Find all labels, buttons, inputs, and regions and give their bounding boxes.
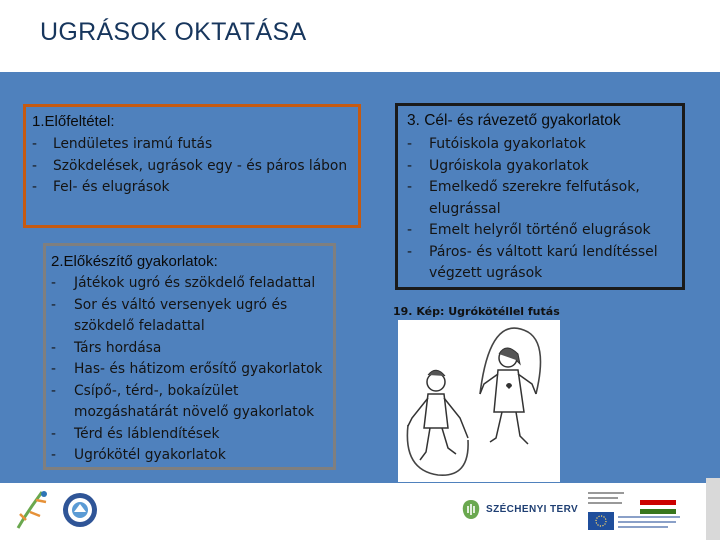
szechenyi-plan-label: SZÉCHENYI TERV [486, 504, 579, 515]
list-item: - Társ hordása [51, 338, 325, 360]
preparatory-box [43, 243, 336, 470]
prerequisite-heading: 1.Előfeltétel: [32, 113, 115, 130]
title-bar [0, 0, 720, 72]
list-item: - Játékok ugró és szökdelő feladattal [51, 273, 325, 295]
list-item: - Csípő-, térd-, bokaízület mozgáshatárát növelő gyakorlatok [51, 381, 325, 424]
image-caption: 19. Kép: Ugrókötéllel futás [393, 305, 560, 318]
children-jump-rope-icon [398, 320, 560, 482]
preparatory-heading: 2.Előkészítő gyakorlatok: [51, 253, 218, 270]
footer-edge-shadow-icon [706, 478, 720, 540]
list-item: - Fel- és elugrások [32, 177, 350, 199]
prerequisite-list [32, 134, 350, 199]
list-item: - Futóiskola gyakorlatok [407, 134, 674, 156]
runner-logo-icon [14, 488, 54, 532]
target-exercises-box [395, 103, 685, 290]
list-item: - Ugróiskola gyakorlatok [407, 156, 674, 178]
list-item: - Emelkedő szerekre felfutások, elugrással [407, 177, 674, 220]
preparatory-list [51, 273, 325, 467]
jump-rope-illustration [398, 320, 560, 482]
hungarian-flag-icon [640, 500, 676, 514]
list-item: - Páros- és váltott karú lendítéssel végzett ugrások [407, 242, 674, 285]
university-seal-icon [62, 492, 98, 528]
list-item: - Ugrókötél gyakorlatok [51, 445, 325, 467]
eu-fund-text-graphic-icon [618, 515, 682, 529]
list-item: - Lendületes iramú futás [32, 134, 350, 156]
target-exercises-heading: 3. Cél- és rávezető gyakorlatok [407, 112, 621, 129]
target-exercises-list [407, 134, 674, 285]
list-item: - Térd és láblendítések [51, 424, 325, 446]
prerequisite-box [23, 104, 361, 228]
list-item: - Has- és hátizom erősítő gyakorlatok [51, 359, 325, 381]
list-item: - Szökdelések, ugrások egy - és páros lábon [32, 156, 350, 178]
list-item: - Sor és váltó versenyek ugró és szökdelő feladattal [51, 295, 325, 338]
szechenyi-plan-logo-icon [460, 498, 482, 522]
eu-flag-icon [588, 512, 614, 530]
slide-title: UGRÁSOK OKTATÁSA [40, 18, 307, 46]
list-item: - Emelt helyről történő elugrások [407, 220, 674, 242]
